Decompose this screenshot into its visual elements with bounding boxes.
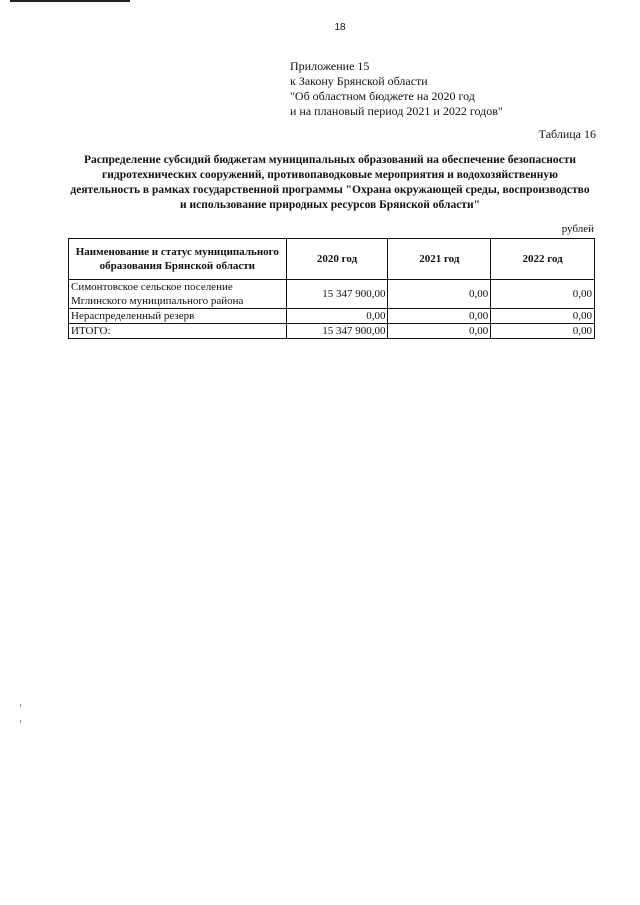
row-value-2021: 0,00 [388,309,491,324]
scan-speck [20,720,21,723]
title-line-3: деятельность в рамках государственной программы "Охрана окружающей среды, воспроизводство [70,184,590,196]
row-name-cell [69,280,287,309]
page-number: 18 [334,22,346,33]
header-2021: 2021 год [388,239,491,280]
row-name-line-2: Мглинского муниципального района [71,295,244,307]
table-row [69,280,595,309]
title-line-2: гидротехнических сооружений, противопаводковые мероприятия и водохозяйственную [102,169,558,181]
subsidy-table [68,238,595,339]
header-2022: 2022 год [491,239,595,280]
table-row [69,309,595,324]
appendix-header [290,59,503,119]
row-name-cell: ИТОГО: [69,324,287,339]
row-value-2021: 0,00 [388,324,491,339]
table-label: Таблица 16 [538,127,596,141]
row-value-2022: 0,00 [491,324,595,339]
appendix-line-1: Приложение 15 [290,59,370,73]
row-name-cell: Нераспределенный резерв [69,309,287,324]
row-value-2020: 15 347 900,00 [286,324,388,339]
row-value-2022: 0,00 [491,309,595,324]
row-value-2020: 0,00 [286,309,388,324]
row-name-line-1: Симонтовское сельское поселение [71,281,233,293]
header-2020: 2020 год [286,239,388,280]
table-header-row [69,239,595,280]
title-line-1: Распределение субсидий бюджетам муниципальных образований на обеспечение безопасности [84,154,576,166]
unit-label: рублей [561,223,594,235]
appendix-line-2: к Закону Брянской области [290,74,428,88]
title-line-4: и использование природных ресурсов Брянской области" [180,199,480,211]
scan-speck [20,704,21,707]
appendix-line-3: "Об областном бюджете на 2020 год [290,89,475,103]
scan-edge-line [10,0,130,2]
row-value-2022: 0,00 [491,280,595,309]
document-title [66,153,594,213]
header-name: Наименование и статус муниципального образования Брянской области [69,239,287,280]
row-value-2020: 15 347 900,00 [286,280,388,309]
appendix-line-4: и на плановый период 2021 и 2022 годов" [290,104,503,118]
row-value-2021: 0,00 [388,280,491,309]
table-total-row [69,324,595,339]
